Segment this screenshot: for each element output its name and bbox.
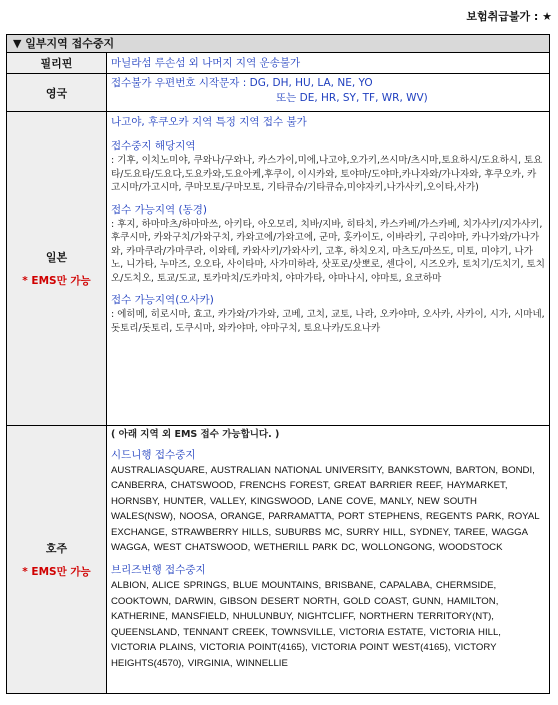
uk-line2: 또는 DE, HR, SY, TF, WR, WV) <box>276 92 428 104</box>
japan-label: 일본 <box>45 251 68 264</box>
japan-east-title: 접수 가능지역 (동경) <box>111 203 208 216</box>
sydney-title: 시드니행 접수중지 <box>111 448 196 461</box>
japan-osaka-text: : 에히메, 히로시마, 효고, 카가와/가가와, 고베, 고치, 교토, 나라, 오카야마, 오사카, 사카이, 시가, 시마네, 돗토리/돗토리, 도쿠시마, 와카야마, 야마구치, 토요나카/도요나카 <box>111 309 545 334</box>
japan-stop-title: 접수중지 해당지역 <box>111 140 196 152</box>
brisbane-title: 브리즈번행 접수중지 <box>111 564 206 577</box>
country-label-japan <box>7 112 107 425</box>
japan-east-text: : 후지, 하마마츠/하마마쓰, 아키타, 아오모리, 치바/지바, 히타치, 카스카베/가스카베, 치가사키/지가사키, 후쿠시마, 카와구치/가와구치, 카와고에/가와고에, 군마, 홋카이도, 이바라키, 구리야마, 카나가와/가나가와, 카마쿠라/가마쿠라, 이와테, 카와사키/가와사키, 고후, 하치오지, 마츠도/마쓰도, 미토, 미야기, 나가노, 니가타, 누마즈, 오오타, 사이타마, 사가미하라, 삿포로/삿뽀로, 센다이, 시즈오카, 토치기/도치기, 토치오/도치오, 토교/도교, 토카마치/도카마치, 야마가타, 야마나시, 야마토, 요코하마 <box>111 218 545 284</box>
uk-label: 영국 <box>45 86 68 100</box>
row-uk <box>7 74 549 112</box>
section-title: ▼ 일부지역 접수중지 <box>7 35 549 53</box>
philippines-cell <box>107 53 549 73</box>
row-australia <box>7 426 549 693</box>
philippines-text: 마닐라섬 루손섬 외 나머지 지역 운송불가 <box>111 57 301 69</box>
uk-line1: 접수불가 우편번호 시작문자 : DG, DH, HU, LA, NE, YO <box>111 77 373 89</box>
japan-stop-text: : 기후, 이치노미야, 쿠와나/구와나, 카스가이,미에,나고야,오가키,쓰시마/츠시마,토요하시/도요하시, 토요타/도요타/도요다,도요카와,도요아케,후쿠이, 이시카와, 토야마/도야마,카나자와/가나자와, 후쿠오카, 카고시마/가고시마, 쿠마모토/구마모토, 기타큐슈/기타큐슈,미야자키,나가사키,오이타,사가) <box>111 155 543 193</box>
row-philippines <box>7 53 549 74</box>
japan-osaka-title: 접수 가능지역(오사카) <box>111 294 214 306</box>
sydney-text: AUSTRALIASQUARE, AUSTRALIAN NATIONAL UNIVERSITY, BANKSTOWN, BARTON, BONDI, CANBERRA, CHATSWOOD, FRENCHS FOREST, GREAT BARRIER REEF, HAYMARKET, HORNSBY, HUNTER, VALLEY, KINGSWOOD, LANE COVE, MANLY, NEW SOUTH WALES(NSW), NOOSA, ORANGE, PARRAMATTA, PORT STEPHENS, REGENTS PARK, ROYAL EXCHANGE, STRAWBERRY HILLS, SUBURBS MC, SURRY HILL, SYDNEY, TAREE, WAGGA WAGGA, WEST CHATSWOOD, WETHERILL PARK DC, WOLLONGONG, WOODSTOCK <box>111 464 540 554</box>
insurance-note: 보험취급불가 : ★ <box>466 10 552 23</box>
uk-cell <box>107 74 549 111</box>
australia-label: 호주 <box>45 542 68 555</box>
australia-ems-only: * EMS만 가능 <box>22 566 91 578</box>
japan-ems-only: * EMS만 가능 <box>22 275 91 287</box>
australia-note: ( 아래 지역 외 EMS 접수 가능합니다. ) <box>111 429 280 440</box>
philippines-label: 필리핀 <box>40 57 73 70</box>
country-label-australia <box>7 426 107 693</box>
australia-cell <box>107 426 549 693</box>
suspension-table <box>6 34 550 694</box>
country-label-uk <box>7 74 107 111</box>
japan-heading: 나고야, 후쿠오카 지역 특정 지역 접수 불가 <box>111 116 307 128</box>
brisbane-text: ALBION, ALICE SPRINGS, BLUE MOUNTAINS, BRISBANE, CAPALABA, CHERMSIDE, COOKTOWN, DARWIN, GIBSON DESERT NORTH, GOLD COAST, GUNN, HAMILTON, KATHERINE, MANSFIELD, NHULUNBUY, NIGHTCLIFF, NORTHERN TERRITORY(NT), QUEENSLAND, TENNANT CREEK, TOWNSVILLE, VICTORIA ESTATE, VICTORIA HILL, VICTORIA PLAINS, VICTORIA POINT(4165), VICTORIA POINT WEST(4165), VICTORY HEIGHTS(4570), VIRGINIA, WINNELLIE <box>111 580 501 670</box>
row-japan <box>7 112 549 426</box>
country-label-philippines <box>7 53 107 73</box>
japan-cell <box>107 112 549 425</box>
